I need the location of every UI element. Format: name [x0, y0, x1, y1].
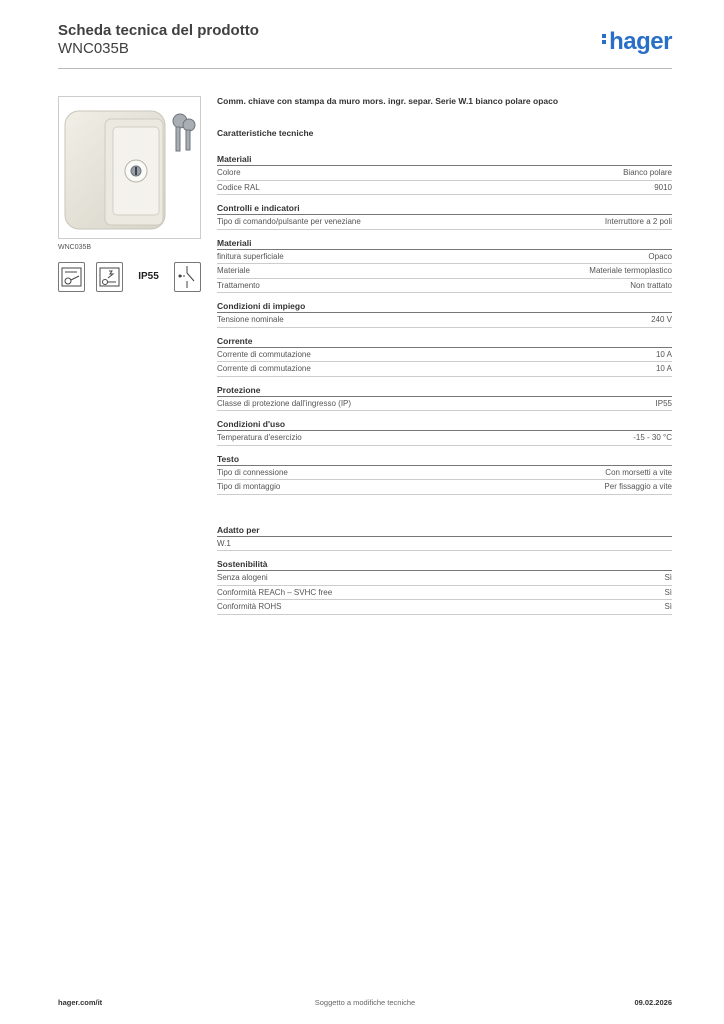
footer-site-link[interactable]: hager.com/it [58, 998, 103, 1007]
page-title: Scheda tecnica del prodotto [58, 22, 259, 39]
spec-content [217, 96, 672, 623]
spec-label: Corrente di commutazione [217, 349, 311, 359]
spec-value: Sì [664, 602, 672, 611]
spec-row [217, 264, 672, 279]
spec-group-title: Materiali [217, 154, 672, 166]
spec-value: Sì [664, 573, 672, 582]
spec-group [217, 559, 672, 615]
key-switch-icon [58, 262, 85, 292]
spec-value: Sì [664, 587, 672, 597]
spec-value: 240 V [651, 315, 672, 324]
ip-rating-badge: IP55 [135, 262, 162, 292]
spec-value: Interruttore a 2 poli [604, 217, 672, 226]
spec-label: Conformità REACh – SVHC free [217, 587, 333, 597]
spec-group [217, 336, 672, 377]
spec-label: Classe di protezione dall'ingresso (IP) [217, 398, 352, 408]
spacer [217, 503, 672, 525]
feature-icons [58, 262, 201, 294]
spec-group [217, 525, 672, 552]
spec-group [217, 154, 672, 195]
spec-label: finitura superficiale [217, 251, 284, 261]
spec-group-title: Protezione [217, 385, 672, 397]
spec-row [217, 466, 672, 481]
spec-group-title: Corrente [217, 336, 672, 348]
brand-name: hager [609, 28, 672, 55]
spec-value: Bianco polare [623, 168, 672, 177]
spec-value: Per fissaggio a vite [604, 482, 672, 491]
spec-value: 10 A [655, 349, 672, 359]
spec-row [217, 250, 672, 265]
spec-row [217, 571, 672, 586]
spec-group [217, 385, 672, 412]
spec-value: Opaco [648, 251, 672, 261]
spec-label: Codice RAL [217, 182, 260, 192]
spec-row [217, 215, 672, 230]
spec-row [217, 181, 672, 196]
spec-row [217, 586, 672, 601]
spec-group-title: Sostenibilità [217, 559, 672, 571]
characteristics-title: Caratteristiche tecniche [217, 128, 314, 138]
spec-group-title: Controlli e indicatori [217, 203, 672, 215]
spec-row [217, 362, 672, 377]
spec-group [217, 238, 672, 294]
spec-value: 10 A [655, 364, 672, 373]
brand-logo [602, 28, 672, 56]
spec-group [217, 454, 672, 495]
logo-dots-icon [602, 32, 607, 46]
spec-label: Tipo di comando/pulsante per veneziane [217, 217, 361, 226]
spec-row [217, 279, 672, 294]
spec-label: Tipo di connessione [217, 467, 288, 477]
image-caption: WNC035B [58, 244, 92, 251]
spec-group [217, 301, 672, 328]
spec-value: Con morsetti a vite [605, 467, 672, 477]
key-operation-icon [96, 262, 123, 292]
spec-row [217, 313, 672, 328]
spec-label: W.1 [217, 538, 231, 548]
spec-row [217, 537, 672, 552]
spec-group-title: Condizioni d'uso [217, 419, 672, 431]
spec-row [217, 480, 672, 495]
spec-label: Senza alogeni [217, 573, 268, 582]
spec-value: 9010 [654, 182, 672, 192]
spec-row [217, 397, 672, 412]
product-image [58, 96, 201, 239]
spec-group-title: Condizioni di impiego [217, 301, 672, 313]
footer-date: 09.02.2026 [634, 998, 672, 1007]
page-header [58, 22, 672, 70]
spec-value: Non trattato [630, 280, 672, 290]
spec-group-title: Materiali [217, 238, 672, 250]
spec-group [217, 419, 672, 446]
spec-value: -15 - 30 °C [633, 433, 672, 442]
spec-label: Temperatura d'esercizio [217, 433, 302, 442]
spec-label: Conformità ROHS [217, 602, 282, 611]
footer-note: Soggetto a modifiche tecniche [314, 998, 416, 1007]
spec-label: Corrente di commutazione [217, 364, 311, 373]
spec-group [217, 203, 672, 230]
spec-group-title: Adatto per [217, 525, 672, 537]
spec-label: Tipo di montaggio [217, 482, 281, 491]
product-code: WNC035B [58, 40, 129, 57]
switch-symbol-icon [174, 262, 201, 292]
spec-row [217, 431, 672, 446]
spec-row [217, 348, 672, 363]
spec-row [217, 600, 672, 615]
spec-group-title: Testo [217, 454, 672, 466]
spec-label: Materiale [217, 266, 250, 275]
product-description: Comm. chiave con stampa da muro mors. ingr. separ. Serie W.1 bianco polare opaco [217, 96, 559, 106]
spec-groups [217, 154, 672, 495]
spec-value: IP55 [655, 398, 672, 408]
spec-value: Materiale termoplastico [589, 266, 672, 275]
spec-row [217, 166, 672, 181]
spec-label: Colore [217, 168, 241, 177]
header-divider [58, 68, 672, 69]
spec-label: Trattamento [217, 280, 260, 290]
spec-label: Tensione nominale [217, 315, 284, 324]
extra-spec-groups [217, 525, 672, 615]
